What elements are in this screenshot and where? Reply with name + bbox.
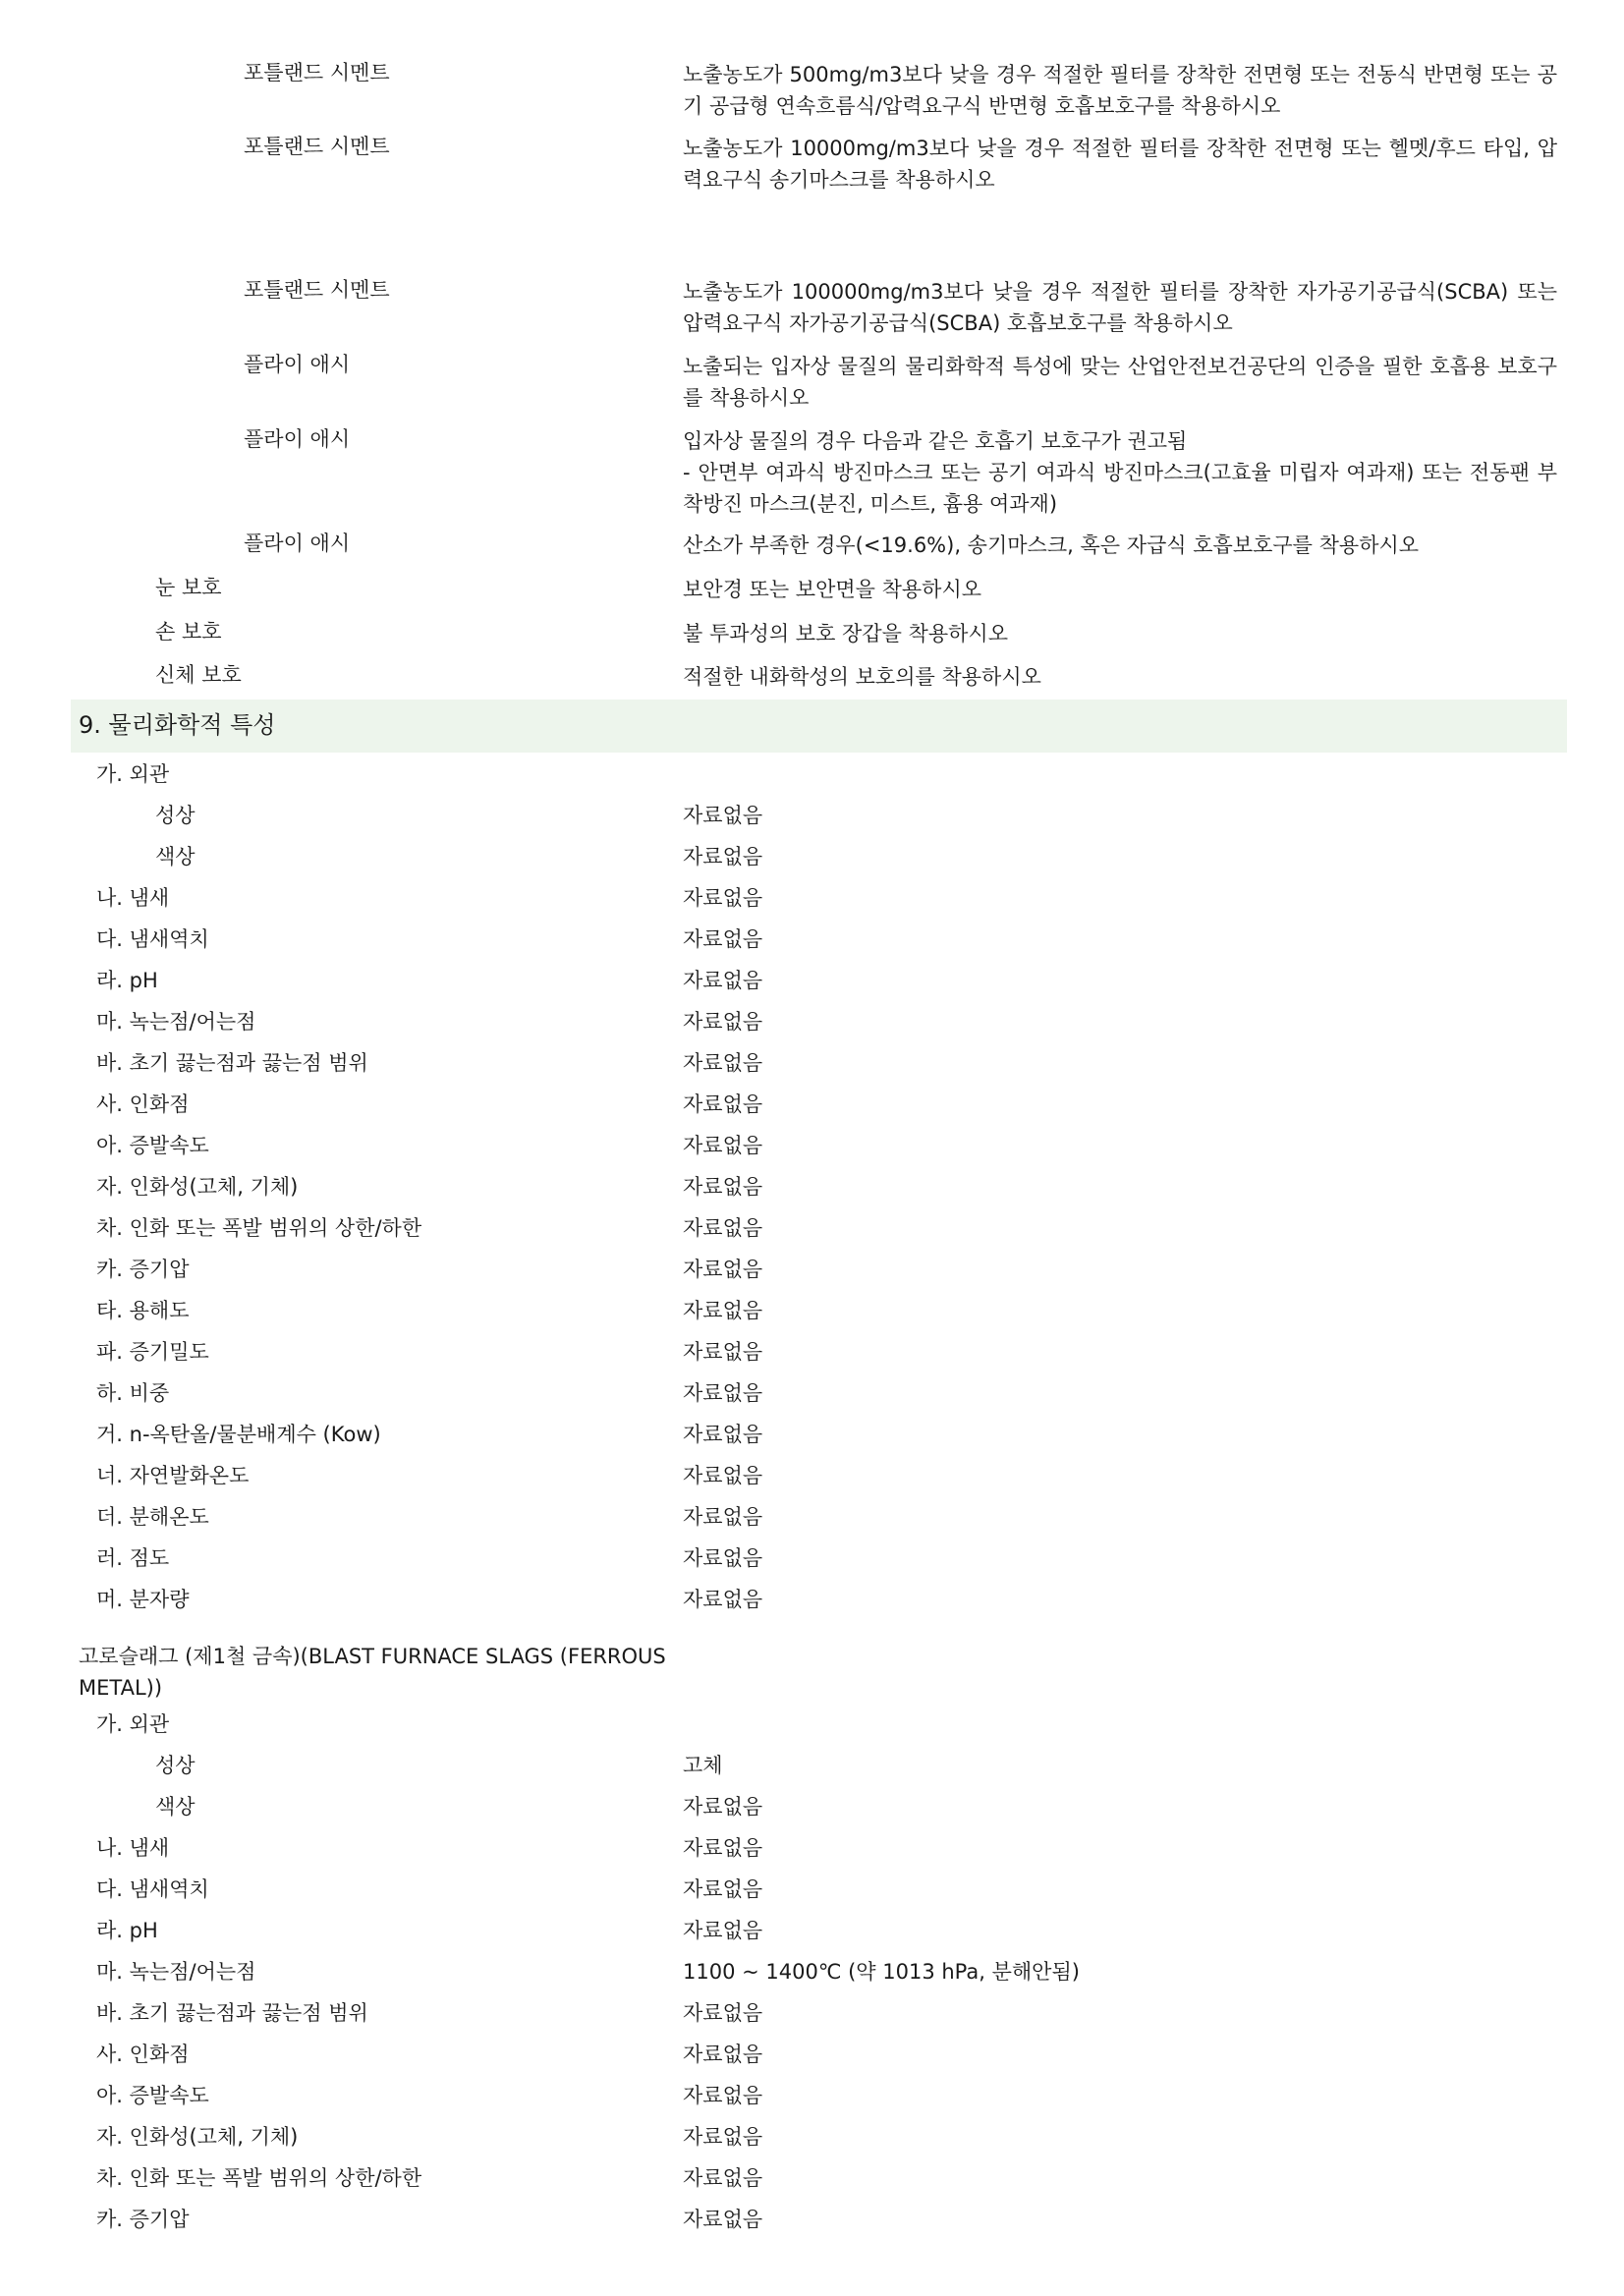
- property-value: 자료없음: [683, 1795, 763, 1819]
- property-value: 자료없음: [683, 2084, 763, 2107]
- property-value: 자료없음: [683, 1505, 763, 1529]
- property-label: 파. 증기밀도: [96, 1340, 209, 1364]
- property-label: 색상: [155, 1795, 196, 1819]
- property-value: 자료없음: [683, 886, 763, 910]
- property-value: 자료없음: [683, 1836, 763, 1860]
- property-label: 자. 인화성(고체, 기체): [96, 1175, 299, 1199]
- property-label: 성상: [155, 804, 196, 827]
- property-label: 다. 냄새역치: [96, 1877, 209, 1901]
- row-label: 눈 보호: [155, 576, 222, 599]
- property-value: 자료없음: [683, 1877, 763, 1901]
- property-value: 자료없음: [683, 2166, 763, 2190]
- property-value: 자료없음: [683, 927, 763, 951]
- property-value: 자료없음: [683, 1546, 763, 1570]
- property-label: 가. 외관: [96, 762, 170, 786]
- property-value: 자료없음: [683, 2208, 763, 2231]
- property-label: 사. 인화점: [96, 1092, 190, 1116]
- property-value: 자료없음: [683, 1919, 763, 1942]
- property-label: 다. 냄새역치: [96, 927, 209, 951]
- substance-title: 고로슬래그 (제1철 금속)(BLAST FURNACE SLAGS (FERROUS METAL)): [79, 1645, 666, 1700]
- property-value: 자료없음: [683, 1051, 763, 1075]
- property-label: 러. 점도: [96, 1546, 170, 1570]
- property-value: 자료없음: [683, 1423, 763, 1446]
- property-label: 아. 증발속도: [96, 1134, 209, 1157]
- property-label: 차. 인화 또는 폭발 범위의 상한/하한: [96, 2166, 422, 2190]
- property-label: 너. 자연발화온도: [96, 1464, 250, 1487]
- row-value: 노출농도가 500mg/m3보다 낮을 경우 적절한 필터를 장착한 전면형 또는 전동식 반면형 또는 공기 공급형 연속흐름식/압력요구식 반면형 호흡보호구를 착용하시오: [683, 63, 1557, 118]
- section-header: [71, 700, 1567, 753]
- row-label: 플라이 애시: [244, 427, 351, 451]
- property-label: 마. 녹는점/어는점: [96, 1010, 256, 1034]
- property-value: 자료없음: [683, 1134, 763, 1157]
- property-value: 자료없음: [683, 804, 763, 827]
- property-value: 자료없음: [683, 2001, 763, 2025]
- property-label: 나. 냄새: [96, 1836, 170, 1860]
- property-label: 카. 증기압: [96, 1258, 190, 1281]
- row-value: 노출농도가 100000mg/m3보다 낮을 경우 적절한 필터를 장착한 자가공기공급식(SCBA) 또는 압력요구식 자가공기공급식(SCBA) 호흡보호구를 착용하시오: [683, 280, 1557, 335]
- property-label: 하. 비중: [96, 1381, 170, 1405]
- row-label: 플라이 애시: [244, 532, 351, 555]
- property-value: 자료없음: [683, 2043, 763, 2066]
- property-label: 카. 증기압: [96, 2208, 190, 2231]
- property-value: 1100 ~ 1400℃ (약 1013 hPa, 분해안됨): [683, 1960, 1080, 1984]
- row-label: 손 보호: [155, 620, 222, 644]
- property-label: 머. 분자량: [96, 1588, 190, 1611]
- property-label: 마. 녹는점/어는점: [96, 1960, 256, 1984]
- property-value: 자료없음: [683, 1340, 763, 1364]
- property-label: 차. 인화 또는 폭발 범위의 상한/하한: [96, 1216, 422, 1240]
- row-value: 보안경 또는 보안면을 착용하시오: [683, 578, 982, 601]
- property-value: 자료없음: [683, 1381, 763, 1405]
- property-label: 아. 증발속도: [96, 2084, 209, 2107]
- property-label: 사. 인화점: [96, 2043, 190, 2066]
- property-value: 자료없음: [683, 1299, 763, 1322]
- property-label: 성상: [155, 1754, 196, 1777]
- property-value: 자료없음: [683, 845, 763, 868]
- row-value: 불 투과성의 보호 장갑을 착용하시오: [683, 622, 1008, 645]
- property-value: 자료없음: [683, 1216, 763, 1240]
- property-label: 더. 분해온도: [96, 1505, 209, 1529]
- property-label: 가. 외관: [96, 1712, 170, 1736]
- property-label: 거. n-옥탄올/물분배계수 (Kow): [96, 1423, 381, 1446]
- row-value: 입자상 물질의 경우 다음과 같은 호흡기 보호구가 권고됨 - 안면부 여과식 방진마스크 또는 공기 여과식 방진마스크(고효율 미립자 여과재) 또는 전동팬 부착방진 마스크(분진, 미스트, 흄용 여과재): [683, 429, 1557, 516]
- property-label: 바. 초기 끓는점과 끓는점 범위: [96, 1051, 368, 1075]
- row-value: 적절한 내화학성의 보호의를 착용하시오: [683, 665, 1041, 689]
- row-value: 노출되는 입자상 물질의 물리화학적 특성에 맞는 산업안전보건공단의 인증을 필한 호흡용 보호구를 착용하시오: [683, 355, 1557, 410]
- section-title: 9. 물리화학적 특성: [79, 711, 276, 739]
- property-label: 바. 초기 끓는점과 끓는점 범위: [96, 2001, 368, 2025]
- property-value: 자료없음: [683, 969, 763, 992]
- row-value: 산소가 부족한 경우(<19.6%), 송기마스크, 혹은 자급식 호흡보호구를 착용하시오: [683, 533, 1420, 557]
- property-value: 자료없음: [683, 1175, 763, 1199]
- property-label: 나. 냄새: [96, 886, 170, 910]
- property-label: 색상: [155, 845, 196, 868]
- property-value: 자료없음: [683, 1258, 763, 1281]
- property-value: 자료없음: [683, 1588, 763, 1611]
- row-label: 신체 보호: [155, 663, 242, 687]
- property-value: 자료없음: [683, 1092, 763, 1116]
- property-label: 라. pH: [96, 969, 158, 992]
- row-value: 노출농도가 10000mg/m3보다 낮을 경우 적절한 필터를 장착한 전면형 또는 헬멧/후드 타입, 압력요구식 송기마스크를 착용하시오: [683, 137, 1557, 192]
- row-label: 포틀랜드 시멘트: [244, 278, 390, 302]
- row-label: 포틀랜드 시멘트: [244, 61, 390, 84]
- property-label: 라. pH: [96, 1919, 158, 1942]
- property-value: 자료없음: [683, 2125, 763, 2149]
- property-label: 자. 인화성(고체, 기체): [96, 2125, 299, 2149]
- property-value: 자료없음: [683, 1010, 763, 1034]
- row-label: 플라이 애시: [244, 353, 351, 376]
- row-label: 포틀랜드 시멘트: [244, 135, 390, 158]
- property-value: 고체: [683, 1754, 723, 1777]
- property-label: 타. 용해도: [96, 1299, 190, 1322]
- property-value: 자료없음: [683, 1464, 763, 1487]
